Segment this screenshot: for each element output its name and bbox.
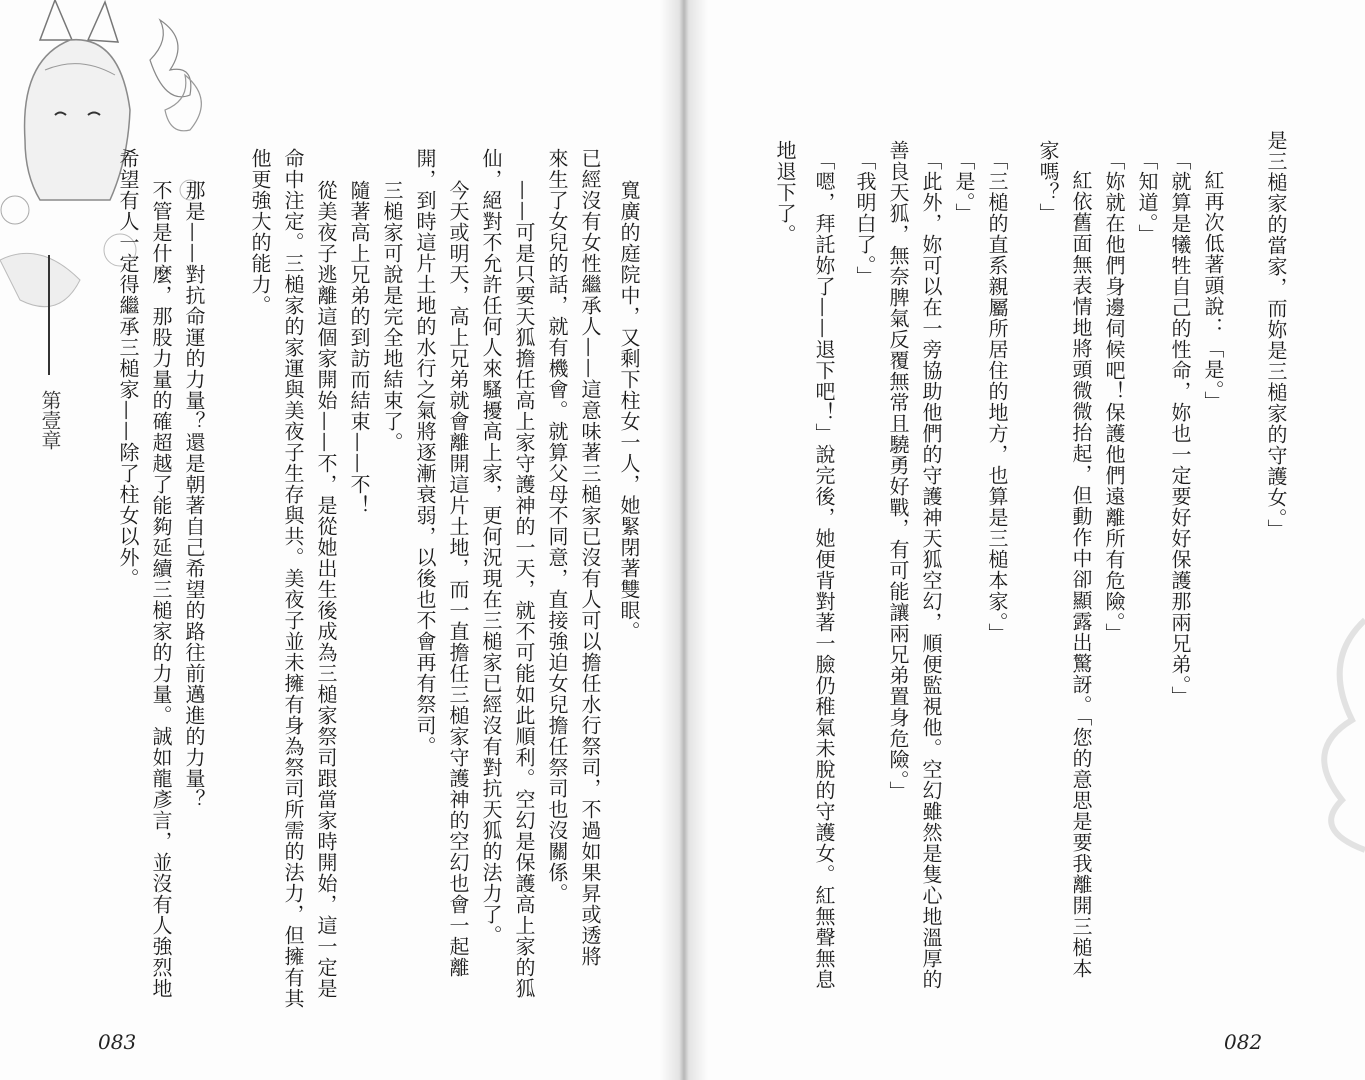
text-column: 從美夜子逃離這個家開始——不，是從她出生後成為三槌家祭司跟當家時開始，這一定是 bbox=[314, 180, 338, 999]
text-column: 開，到時這片土地的水行之氣將逐漸衰弱，以後也不會再有祭司。 bbox=[413, 148, 437, 757]
text-column: 三槌家可說是完全地結束了。 bbox=[380, 180, 404, 453]
text-column: 今天或明天，高上兄弟就會離開這片土地，而一直擔任三槌家守護神的空幻也會一起離 bbox=[446, 180, 470, 978]
chapter-mark: 第壹章 bbox=[38, 390, 62, 450]
page-number: 082 bbox=[1224, 1030, 1263, 1054]
text-column: 隨著高上兄弟的到訪而結束——不！ bbox=[347, 180, 371, 516]
text-column: 紅依舊面無表情地將頭微微抬起，但動作中卻顯露出驚訝。「您的意思是要我離開三槌本 bbox=[1069, 170, 1093, 979]
text-column: 地退下了。 bbox=[773, 140, 797, 245]
text-column: 紅再次低著頭說：「是。」 bbox=[1201, 170, 1225, 412]
text-column: 那是——對抗命運的力量？還是朝著自己希望的路往前邁進的力量？ bbox=[182, 180, 206, 810]
page-number: 083 bbox=[98, 1030, 137, 1054]
chapter-divider-line bbox=[48, 255, 50, 375]
text-column: 「就算是犧牲自己的性命，妳也一定要好好保護那兩兄弟。」 bbox=[1168, 150, 1192, 707]
text-column: 「妳就在他們身邊伺候吧！保護他們遠離所有危險。」 bbox=[1102, 150, 1126, 644]
text-column: 家嗎？」 bbox=[1036, 140, 1060, 224]
text-column: 他更強大的能力。 bbox=[248, 148, 272, 316]
text-column: 來生了女兒的話，就有機會。就算父母不同意，直接強迫女兒擔任祭司也沒關係。 bbox=[545, 148, 569, 904]
text-column: 「是。」 bbox=[952, 150, 976, 224]
decorative-flourish bbox=[1242, 600, 1365, 860]
left-page bbox=[0, 0, 682, 1080]
text-column: 仙，絕對不允許任何人來騷擾高上家，更何況現在三槌家已經沒有對抗天狐的法力了。 bbox=[479, 148, 503, 946]
text-column: 「三槌的直系親屬所居住的地方，也算是三槌本家。」 bbox=[985, 150, 1009, 644]
text-column: 是三槌家的當家，而妳是三槌家的守護女。」 bbox=[1264, 130, 1288, 540]
text-column: 「此外，妳可以在一旁協助他們的守護神天狐空幻，順便監視他。空幻雖然是隻心地溫厚的 bbox=[919, 150, 943, 990]
text-column: 命中注定。三槌家的家運與美夜子生存與共。美夜子並未擁有身為祭司所需的法力，但擁有其 bbox=[281, 148, 305, 1009]
text-column: 不管是什麼，那股力量的確超越了能夠延續三槌家的力量。誠如龍彥言，並沒有人強烈地 bbox=[149, 180, 173, 999]
text-column: 希望有人一定得繼承三槌家——除了柱女以外。 bbox=[116, 148, 140, 589]
text-column: ——可是只要天狐擔任高上家守護神的一天，就不可能如此順利。空幻是保護高上家的狐 bbox=[512, 180, 536, 999]
text-column: 善良天狐，無奈脾氣反覆無常且驍勇好戰，有可能讓兩兄弟置身危險。」 bbox=[886, 140, 910, 802]
text-column: 已經沒有女性繼承人——這意味著三槌家已沒有人可以擔任水行祭司，不過如果昇或透將 bbox=[578, 148, 602, 967]
text-column: 「我明白了。」 bbox=[853, 150, 877, 287]
text-column: 「知道。」 bbox=[1135, 150, 1159, 245]
text-column: 「嗯，拜託妳了——退下吧！」說完後，她便背對著一臉仍稚氣未脫的守護女。紅無聲無息 bbox=[812, 150, 836, 990]
text-column: 寬廣的庭院中，又剩下柱女一人，她緊閉著雙眼。 bbox=[617, 180, 641, 642]
right-page bbox=[682, 0, 1365, 1080]
